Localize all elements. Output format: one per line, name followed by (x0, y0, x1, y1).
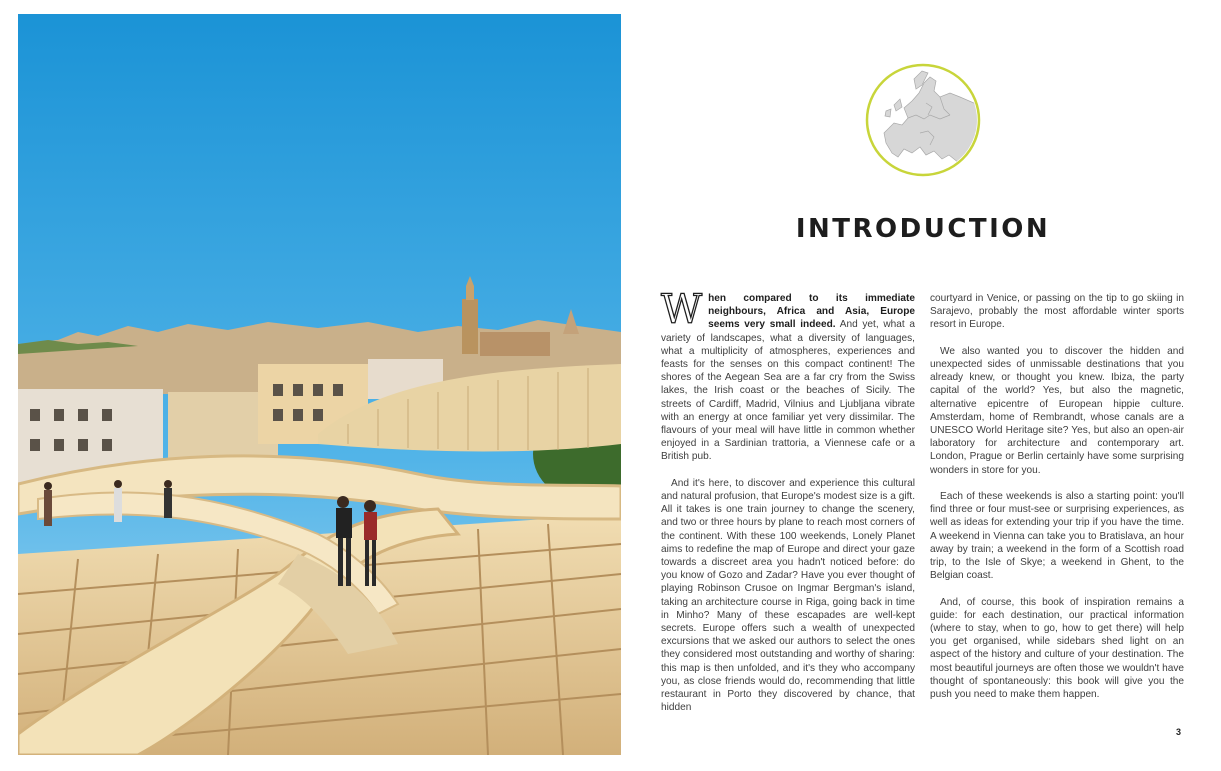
page-title: INTRODUCTION (795, 214, 1051, 244)
photo (18, 14, 621, 755)
intro-paragraph-3: courtyard in Venice, or passing on the tip to go skiing in Sarajevo, probably the most affordable winter sports resort in Europe. (930, 293, 1184, 331)
intro-paragraph-1 (661, 287, 915, 464)
intro-paragraph-5: Each of these weekends is also a starting point: you'll find three or four must-see or surprising experiences, as well as ideas for extending your trip if you have the time. A weekend in Vienna can take you to Bratislava, an hour away by train; a weekend in the form of a Scottish road trip, to the Isle of Skye; a weekend in Ghent, to the Belgian coast. (930, 491, 1184, 582)
europe-map-icon (864, 63, 982, 177)
paragraph-text: And yet, what a variety of landscapes, what a diversity of languages, what a multiplicity of atmospheres, experiences and feasts for the senses on this compact continent! The shores of the Aegean Sea are a far cry from the Swiss lakes, the Irish coast or the beaches of Sicily. The streets of Cardiff, Madrid, Vilnius and Ljubljana vibrate with an energy at once familiar yet very dissimilar. The flavours of your meal will have little in common whether enjoyed in a Sardinian trattoria, a Viennese cafe or a British pub. (661, 319, 915, 463)
intro-paragraph-2: And it's here, to discover and experience this cultural and natural profusion, that Europe's modest size is a gift. All it takes is one train journey to change the scenery, and two or three hours by plane to reach most corners of the continent. With these 100 weekends, Lonely Planet aims to redefine the map of Europe and direct your gaze towards a discreet area you hadn't noticed before: do you know of Gozo and Zadar? Have you ever thought of playing Robinson Crusoe on Ingmar Bergman's island, taking an architecture course in Riga, going back in time in Minho? Many of these escapades are well-kept secrets. Europe offers such a wealth of unexpected excursions that we asked our authors to select the ones they considered most outstanding and worthy of sharing: this map is then unfolded, and it's they who accompany you, as close friends would do, recommending that little restaurant in Porto they discovered by chance, that hidden (661, 477, 915, 714)
intro-paragraph-6: And, of course, this book of inspiration remains a guide: for each destination, our practical information (where to stay, when to go, how to get there) will help you get organised, while sidebars shed light on an aspect of the history and culture of your destination. The most beautiful journeys are often those we wouldn't have thought of spontaneously: this book will give you the push you need to make them happen. (930, 596, 1184, 701)
text-column-right (930, 292, 1184, 714)
intro-paragraph-4: We also wanted you to discover the hidden and unexpected sides of unmissable destinations that you already knew, or thought you knew. Ibiza, the party capital of the world? Yes, but also the magnetic, alternative epicentre of European hippie culture. Amsterdam, home of Rembrandt, whose canals are a UNESCO World Heritage site? Yes, but also an open-air laboratory for architecture and contemporary art. London, Prague or Berlin certainly have some surprising wonders in store for you. (930, 345, 1184, 476)
lead-text: hen compared to its immediate neighbours, Africa and Asia, Europe seems very small indeed. (708, 293, 915, 331)
drop-cap: W (661, 287, 703, 333)
text-column-left (661, 287, 915, 728)
page-number: 3 (1176, 727, 1182, 737)
